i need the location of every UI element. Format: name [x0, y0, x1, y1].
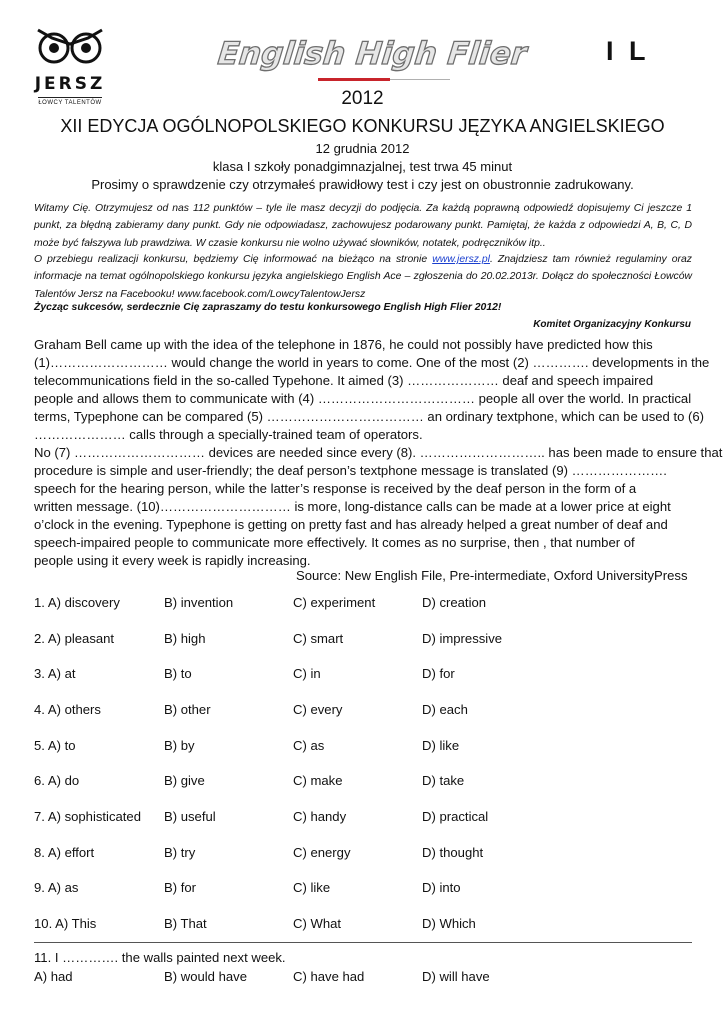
option-b: B) would have [164, 969, 247, 984]
option-a: 5. A) to [34, 738, 76, 753]
option-a: 3. A) at [34, 666, 76, 681]
option-d: D) practical [422, 809, 489, 824]
option-b: B) invention [164, 595, 234, 610]
option-c: C) as [293, 738, 325, 753]
option-a: 2. A) pleasant [34, 631, 115, 646]
option-c: C) energy [293, 845, 351, 860]
wishes-line: Życząc sukcesów, serdecznie Cię zapraszamy do testu konkursowego English High Flier 2012! [34, 302, 502, 313]
contest-date: 12 grudnia 2012 [315, 141, 410, 156]
intro-info-text-1: O przebiegu realizacji konkursu, będziemy Cię informować na bieżąco na stronie [34, 254, 433, 265]
option-c: C) in [293, 666, 321, 681]
question-row [34, 916, 694, 934]
option-b: B) try [164, 845, 196, 860]
check-note: Prosimy o sprawdzenie czy otrzymałeś prawidłowy test i czy jest on obustronnie zadrukowany. [91, 177, 634, 192]
option-b: B) other [164, 702, 211, 717]
question-row [34, 595, 694, 613]
question-row [34, 738, 694, 756]
option-d: D) will have [422, 969, 490, 984]
passage-line: Graham Bell came up with the idea of the telephone in 1876, he could not possibly have predicted how this [34, 337, 653, 352]
question-11-options [34, 969, 694, 987]
option-d: D) each [422, 702, 468, 717]
option-c: C) like [293, 880, 331, 895]
passage-line: No (7) ………………………… devices are needed since every (8). ……………………….. has been made to ensure that [34, 445, 723, 460]
option-d: D) Which [422, 916, 476, 931]
passage-line: procedure is simple and user-friendly; the deaf person’s textphone message is translated (9) …………………. [34, 463, 667, 478]
option-c: C) make [293, 773, 343, 788]
passage-line: people and allows them to communicate with (4) ……………………………… people all over the world. In practical [34, 391, 692, 406]
question-row [34, 666, 694, 684]
brand-banner [216, 36, 529, 82]
brand-title: English High Flier [216, 36, 529, 72]
option-a: 4. A) others [34, 702, 101, 717]
option-c: C) handy [293, 809, 347, 824]
passage-line: o’clock in the evening. Typephone is getting on pretty fast and has already helped a great number of deaf and [34, 517, 668, 532]
option-c: C) experiment [293, 595, 376, 610]
option-d: D) like [422, 738, 460, 753]
question-row [34, 702, 694, 720]
intro-info [34, 251, 692, 303]
passage-line: (1)……………………… would change the world in years to come. One of the most (2) …………. developments in the [34, 355, 710, 370]
committee-signature: Komitet Organizacyjny Konkursu [533, 319, 691, 330]
passage-line: speech-impaired people to communicate more effectively. It comes as no surprise, then , that number of [34, 535, 635, 550]
edition-heading: XII EDYCJA OGÓLNOPOLSKIEGO KONKURSU JĘZYKA ANGIELSKIEGO [60, 116, 665, 136]
owl-eyes-icon [30, 24, 110, 74]
question-row [34, 880, 694, 898]
option-d: D) for [422, 666, 455, 681]
option-c: C) every [293, 702, 343, 717]
option-c: C) What [293, 916, 342, 931]
passage-line: terms, Typephone can be compared (5) ……………………………… an ordinary textphone, which can be used to (6) [34, 409, 705, 424]
option-a: 9. A) as [34, 880, 79, 895]
option-b: B) high [164, 631, 206, 646]
year-heading: 2012 [341, 88, 384, 109]
option-d: D) impressive [422, 631, 503, 646]
passage-line: ………………… calls through a specially-trained team of operators. [34, 427, 423, 442]
intro-rules: Witamy Cię. Otrzymujesz od nas 112 punktów – tyle ile masz decyzji do podjęcia. Za każdą poprawną odpowiedź dopisujemy Ci jeszcze 1 punkt, za błędną zabieramy dany punkt. Gdy nie odpowiadasz, zachowujesz podarowany punkt. Pamiętaj, że każda z odpowiedzi A, B, C, D może być fałszywa lub prawdziwa. W czasie konkursu nie wolno używać słowników, notatek, podręczników itp.. [34, 203, 692, 249]
option-a: 6. A) do [34, 773, 80, 788]
test-level: I L [606, 36, 650, 66]
option-d: D) creation [422, 595, 487, 610]
option-a: 7. A) sophisticated [34, 809, 141, 824]
option-d: D) into [422, 880, 461, 895]
question-row [34, 809, 694, 827]
option-b: B) useful [164, 809, 216, 824]
option-c: C) smart [293, 631, 344, 646]
option-b: B) for [164, 880, 197, 895]
class-info: klasa I szkoły ponadgimnazjalnej, test trwa 45 minut [212, 159, 513, 174]
question-row [34, 631, 694, 649]
passage-line: telecommunications field in the so-called Typehone. It aimed (3) ………………… deaf and speech impaired [34, 373, 654, 388]
logo-subtitle: ŁOWCY TALENTÓW [38, 100, 102, 106]
option-d: D) take [422, 773, 465, 788]
option-d: D) thought [422, 845, 484, 860]
option-b: B) to [164, 666, 192, 681]
passage-line: written message. (10)………………………… is more, long-distance calls can be made at a lower price at eight [34, 499, 671, 514]
option-a: A) had [34, 969, 73, 984]
option-b: B) give [164, 773, 205, 788]
reading-passage [34, 336, 723, 570]
option-a: 1. A) discovery [34, 595, 120, 610]
brand-grey-bar [390, 79, 450, 80]
passage-line: people using it every week is rapidly increasing. [34, 553, 311, 568]
passage-source: Source: New English File, Pre-intermediate, Oxford UniversityPress [296, 568, 688, 583]
logo-name: JERSZ [34, 74, 106, 94]
section-divider [34, 942, 692, 943]
brand-red-bar [318, 78, 390, 81]
option-a: 8. A) effort [34, 845, 95, 860]
option-c: C) have had [293, 969, 365, 984]
question-row [34, 845, 694, 863]
option-b: B) by [164, 738, 195, 753]
option-a: 10. A) This [34, 916, 97, 931]
question-row [34, 773, 694, 791]
website-link[interactable]: www.jersz.pl [432, 254, 490, 265]
option-b: B) That [164, 916, 207, 931]
question-11-stem: 11. I …………. the walls painted next week. [34, 950, 286, 965]
passage-line: speech for the hearing person, while the latter’s response is received by the deaf person in the form of a [34, 481, 637, 496]
intro-info-text-2: . Znajdziesz tam również regulaminy oraz informacje na temat ogólnopolskiego konkursu języka angielskiego English Ace – zgłoszenia do 20.02.2013r. Dołącz do społeczności Łowców Talentów Jersz na Facebooku! www.facebook.com/LowcyTalentowJersz [34, 254, 692, 300]
